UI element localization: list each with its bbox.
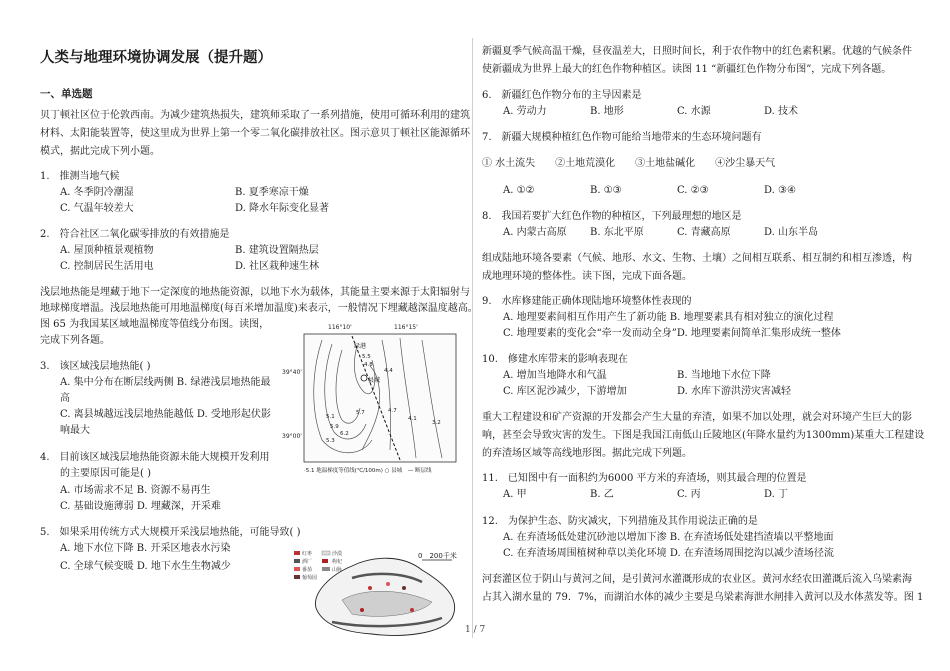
question-4-stem-cont: 的主要原因可能是( ) [60, 468, 151, 479]
q1-option-c[interactable]: C. 气温年较差大 [60, 203, 134, 214]
contour-value: 5.7 [356, 410, 365, 416]
question-5-stem: 5. 如果采用传统方式大规模开采浅层地热能，可能导致( ) [40, 527, 301, 538]
q12-option-cd[interactable]: C. 在弃渣场周围植树种草以美化环境 D. 在弃渣场周围挖沟以减少渣场径流 [503, 548, 834, 559]
intro-paragraph-line: 响，甚至会导致灾害的发生。下图是我国江南低山丘陵地区(年降水量约为1300mm)某重大工程建设 [482, 430, 925, 441]
legend-item: 番茄 [302, 567, 313, 573]
q1-option-a[interactable]: A. 冬季阴冷潮湿 [60, 187, 134, 198]
column-divider [472, 38, 473, 638]
map-lat-label: 39°00' [282, 433, 302, 440]
q8-option-d[interactable]: D. 山东半岛 [764, 227, 819, 238]
q2-option-d[interactable]: D. 社区栽种速生林 [235, 261, 320, 272]
legend-item: 山脉 [332, 567, 343, 573]
q11-option-c[interactable]: C. 丙 [677, 489, 701, 500]
map-lat-label: 39°40' [282, 369, 302, 376]
crop-marker [360, 608, 364, 612]
intro-paragraph-line: 成地理环境的整体性。读下图，完成下面各题。 [482, 271, 692, 282]
q3-option-ab-cont: 高 [60, 393, 70, 404]
q10-option-a[interactable]: A. 增加当地降水和气温 [503, 370, 607, 381]
intro-paragraph-line: 占其入湖水量的 79．7%，而湖泊水体的减少主要是乌梁素海泄水闸排入黄河以及水体蒸发等。图 1 [482, 592, 924, 603]
q6-option-d[interactable]: D. 技术 [764, 106, 799, 117]
q3-option-cd[interactable]: C. 离县城越远浅层地热能越低 D. 受地形起伏影 [60, 409, 271, 420]
legend-item: 酒厂 [302, 559, 313, 565]
intro-paragraph-line: 新疆夏季气候高温干燥，昼夜温差大，日照时间长，利于农作物中的红色素积累。优越的气候条件 [482, 46, 912, 57]
crop-marker [402, 586, 406, 590]
page-number: 1 / 7 [465, 625, 486, 635]
contour-value: 4.1 [408, 416, 417, 422]
intro-paragraph-line: 的弃渣场区域等高线地形图。据此完成下列题。 [482, 448, 692, 459]
intro-paragraph-line: 模式，据此完成下列小题。 [40, 146, 160, 157]
intro-paragraph-line: 地球梯度增温。浅层地热能可用地温梯度(每百米增加温度)来表示，一般情况下埋藏越深温度越高。 [40, 303, 478, 314]
legend-item: 葡萄园 [302, 575, 318, 581]
q9-option-ab[interactable]: A. 地理要素间相互作用产生了新功能 B. 地理要素具有相对独立的演化过程 [503, 312, 834, 323]
q11-option-d[interactable]: D. 丁 [764, 489, 789, 500]
geothermal-gradient-map [282, 320, 462, 476]
xinjiang-crops-map [292, 548, 472, 640]
q8-option-c[interactable]: C. 青藏高原 [677, 227, 731, 238]
q6-option-c[interactable]: C. 水源 [677, 106, 711, 117]
q3-option-cd-cont: 响最大 [60, 425, 90, 436]
map-lon-label: 116°10' [328, 324, 352, 331]
q4-option-cd[interactable]: C. 基础设施薄弱 D. 埋藏深，开采难 [60, 501, 221, 512]
question-12-stem: 12. 为保护生态、防灾减灾，下列措施及其作用说法正确的是 [482, 516, 758, 527]
question-6-stem: 6. 新疆红色作物分布的主导因素是 [482, 90, 642, 101]
q2-option-b[interactable]: B. 建筑设置隔热层 [235, 245, 319, 256]
intro-paragraph-line: 贝丁顿社区位于伦敦西南。为减少建筑热损失，建筑师采取了一系列措施，使用可循环利用的建筑 [40, 110, 470, 121]
intro-paragraph-line: 材料、太阳能装置等，使这里成为世界上第一个零二氧化碳排放社区。图示意贝丁顿社区能源循环 [40, 128, 470, 139]
question-11-stem: 11. 已知图中有一面积约为6000 平方米的弃渣场，则其最合理的位置是 [482, 473, 807, 484]
q7-option-c[interactable]: C. ②③ [677, 185, 709, 196]
contour-value: 5.1 [326, 414, 335, 420]
q7-option-d[interactable]: D. ③④ [764, 185, 796, 196]
intro-paragraph-line: 图 65 为我国某区域地温梯度等值线分布图。读图， [40, 319, 270, 330]
q2-option-a[interactable]: A. 屋顶种植景观植物 [60, 245, 154, 256]
q10-option-b[interactable]: B. 当地地下水位下降 [677, 370, 771, 381]
intro-paragraph-line: 浅层地热能是埋藏于地下一定深度的地热能资源，以地下水为载体，其能量主要来源于太阳辐射与 [40, 287, 470, 298]
town-label: 绿港 [354, 343, 367, 350]
county-label: 县城 [368, 377, 381, 384]
q10-option-c[interactable]: C. 库区泥沙减少，下游增加 [503, 386, 627, 397]
question-8-stem: 8. 我国若要扩大红色作物的种植区，下列最理想的地区是 [482, 211, 742, 222]
legend-item: 枸杞 [332, 559, 343, 565]
contour-value: 3.2 [432, 420, 441, 426]
legend-item: 沙漠 [332, 551, 343, 557]
crop-marker [368, 586, 372, 590]
q7-statements: ① 水土流失 ②土地荒漠化 ③土地盐碱化 ④沙尘暴天气 [482, 158, 776, 169]
q12-option-ab[interactable]: A. 在弃渣场低处建沉砂池以增加下渗 B. 在弃渣场低处建挡渣墙以平整地面 [503, 532, 834, 543]
contour-value: 4.7 [388, 408, 397, 414]
crop-marker [386, 582, 390, 586]
map-lon-label: 116°15' [394, 324, 418, 331]
contour-value: 4.4 [384, 368, 393, 374]
q9-option-cd[interactable]: C. 地理要素的变化会“牵一发而动全身”D. 地理要素间简单汇集形成统一整体 [503, 328, 841, 339]
question-9-stem: 9. 水库修建能正确体现陆地环境整体性表现的 [482, 296, 692, 307]
q3-option-ab[interactable]: A. 集中分布在断层线两侧 B. 绿港浅层地热能最 [60, 377, 271, 388]
question-4-stem: 4. 目前该区域浅层地热能资源未能大规模开发利用 [40, 452, 270, 463]
q4-option-ab[interactable]: A. 市场需求不足 B. 资源不易再生 [60, 485, 211, 496]
q5-option-cd[interactable]: C. 全球气候变暖 D. 地下水生生物减少 [60, 561, 231, 572]
county-marker [361, 375, 367, 381]
q5-option-ab[interactable]: A. 地下水位下降 B. 开采区地表水污染 [60, 543, 231, 554]
crop-marker [410, 608, 414, 612]
q11-option-a[interactable]: A. 甲 [503, 489, 527, 500]
q2-option-c[interactable]: C. 控制居民生活用电 [60, 261, 154, 272]
q8-option-a[interactable]: A. 内蒙古高原 [503, 227, 567, 238]
q8-option-b[interactable]: B. 东北平原 [590, 227, 644, 238]
contour-value: 5.3 [326, 438, 335, 444]
page-title: 人类与地理环境协调发展（提升题） [40, 50, 272, 66]
question-7-stem: 7. 新疆大规模种植红色作物可能给当地带来的生态环境问题有 [482, 132, 762, 143]
q1-option-b[interactable]: B. 夏季寒凉干燥 [235, 187, 309, 198]
contour-value: 6.2 [340, 431, 349, 437]
q10-option-d[interactable]: D. 水库下游洪涝灾害减轻 [677, 386, 792, 397]
question-3-stem: 3. 该区域浅层地热能( ) [40, 361, 151, 372]
q7-option-b[interactable]: B. ①③ [590, 185, 622, 196]
q1-option-d[interactable]: D. 降水年际变化显著 [235, 203, 330, 214]
question-10-stem: 10. 修建水库带来的影响表现在 [482, 354, 628, 365]
intro-paragraph-line: 河套灌区位于阴山与黄河之间，是引黄河水灌溉形成的农业区。黄河水经农田灌溉后流入乌梁素海 [482, 574, 912, 585]
section-heading: 一、单选题 [40, 88, 93, 100]
intro-paragraph-line: 使新疆成为世界上最大的红色作物种植区。读图 11 “新疆红色作物分布图”，完成下列各题。 [482, 64, 892, 75]
contour-value: 4.8 [364, 362, 373, 368]
contour-value: 5.5 [362, 354, 371, 360]
contour-value: 5.9 [330, 424, 339, 430]
question-1-stem: 1. 推测当地气候 [40, 171, 120, 182]
intro-paragraph-line: 组成陆地环境各要素（气候、地形、水文、生物、土壤）之间相互联系、相互制约和相互渗透，构 [482, 253, 912, 264]
q11-option-b[interactable]: B. 乙 [590, 489, 614, 500]
legend-item: 红枣 [302, 551, 313, 557]
map-legend: ·5.1 地温梯度等值线(℃/100m) ○ 县城 — 断层线 [304, 468, 432, 474]
q6-option-a[interactable]: A. 劳动力 [503, 106, 547, 117]
intro-paragraph-line: 重大工程建设和矿产资源的开发都会产生大量的弃渣，如果不加以处理，就会对环境产生巨大的影 [482, 412, 912, 423]
intro-paragraph-line: 完成下列各题。 [40, 335, 110, 346]
q7-option-a[interactable]: A. ①② [503, 185, 535, 196]
map-scale: 0 200千米 [418, 552, 457, 560]
question-2-stem: 2. 符合社区二氧化碳零排放的有效措施是 [40, 229, 230, 240]
q6-option-b[interactable]: B. 地形 [590, 106, 624, 117]
